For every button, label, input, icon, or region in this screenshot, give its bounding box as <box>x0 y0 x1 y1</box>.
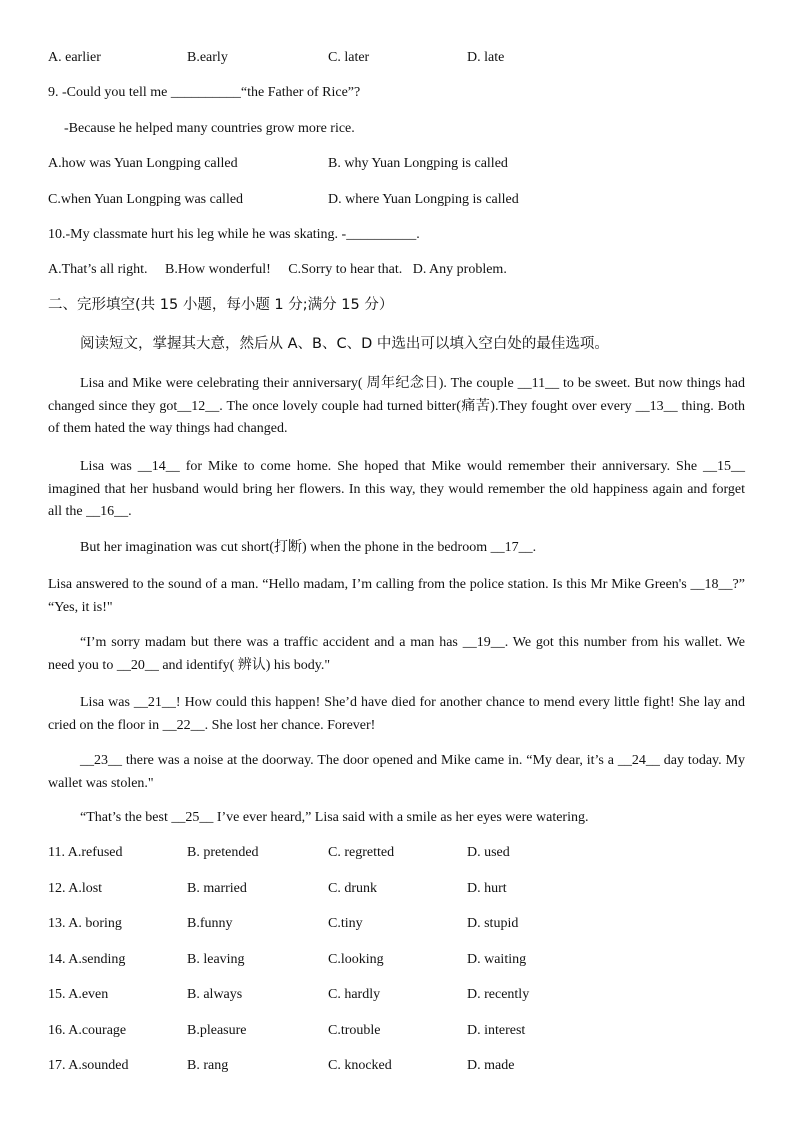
option-c: C. drunk <box>328 881 377 896</box>
section-title: 二、完形填空(共 15 小题，每小题 1 分;满分 15 分） <box>48 297 394 313</box>
option-d: D. stupid <box>467 916 519 931</box>
q8-option-c: C. later <box>328 50 370 65</box>
option-b: B. rang <box>187 1058 229 1073</box>
q9-option-d: D. where Yuan Longping is called <box>328 192 519 207</box>
option-b: B. always <box>187 987 243 1002</box>
passage-paragraph: “That’s the best __25__ I’ve ever heard,” Lisa said with a smile as her eyes were watering. <box>80 810 589 825</box>
option-d: D. made <box>467 1058 515 1073</box>
option-b: B.pleasure <box>187 1023 247 1038</box>
option-c: C.tiny <box>328 916 363 931</box>
option-a: 14. A.sending <box>48 952 126 967</box>
option-b: B. pretended <box>187 845 259 860</box>
q8-option-d: D. late <box>467 50 505 65</box>
q9-options-row2 <box>0 192 794 212</box>
q9-option-c: C.when Yuan Longping was called <box>48 192 244 207</box>
option-a: 12. A.lost <box>48 881 103 896</box>
question-row <box>0 881 794 901</box>
option-d: D. waiting <box>467 952 527 967</box>
option-b: B. married <box>187 881 247 896</box>
q8-option-b: B.early <box>187 50 228 65</box>
q8-options <box>0 50 794 70</box>
option-a: 11. A.refused <box>48 845 123 860</box>
question-row <box>0 845 794 865</box>
passage-paragraph: Lisa and Mike were celebrating their anniversary( 周年纪念日). The couple __11__ to be sweet. But now things had changed since they got__12__. The once lovely couple had turned bitter(痛苦).They fought over every __13__ thing. Both of them hated the way things had changed. <box>48 376 745 436</box>
option-a: 13. A. boring <box>48 916 122 931</box>
option-d: D. hurt <box>467 881 507 896</box>
option-c: C. regretted <box>328 845 395 860</box>
option-d: D. used <box>467 845 510 860</box>
option-d: D. recently <box>467 987 530 1002</box>
question-row <box>0 987 794 1007</box>
question-row <box>0 952 794 972</box>
question-row <box>0 916 794 936</box>
question-row <box>0 1023 794 1043</box>
q9-stem: 9. -Could you tell me __________“the Father of Rice”? <box>48 85 361 100</box>
passage-paragraph: Lisa answered to the sound of a man. “Hello madam, I’m calling from the police station. Is this Mr Mike Green's __18__?” “Yes, it is!" <box>48 577 745 615</box>
passage-paragraph: Lisa was __14__ for Mike to come home. She hoped that Mike would remember their anniversary. She __15__ imagined that her husband would bring her flowers. In this way, they would remember the old happiness again and forget all the __16__. <box>48 459 745 519</box>
option-d: D. interest <box>467 1023 526 1038</box>
passage-paragraph: “I’m sorry madam but there was a traffic accident and a man has __19__. We got this number from his wallet. We need you to __20__ and identify( 辨认) his body." <box>48 635 745 673</box>
q9-option-b: B. why Yuan Longping is called <box>328 156 508 171</box>
option-a: 15. A.even <box>48 987 109 1002</box>
q8-option-a: A. earlier <box>48 50 101 65</box>
option-c: C. hardly <box>328 987 381 1002</box>
q9-reply: -Because he helped many countries grow more rice. <box>64 121 355 136</box>
option-c: C. knocked <box>328 1058 392 1073</box>
option-a: 17. A.sounded <box>48 1058 129 1073</box>
passage-paragraph: Lisa was __21__! How could this happen! She’d have died for another chance to mend every little fight! She lay and cried on the floor in __22__. She lost her chance. Forever! <box>48 695 745 733</box>
q10-options: A.That’s all right. B.How wonderful! C.Sorry to hear that. D. Any problem. <box>48 262 507 277</box>
option-a: 16. A.courage <box>48 1023 127 1038</box>
passage-paragraph: __23__ there was a noise at the doorway. The door opened and Mike came in. “My dear, it’s a __24__ day today. My wallet was stolen." <box>48 753 745 791</box>
question-row <box>0 1058 794 1078</box>
passage-paragraph: But her imagination was cut short(打断) when the phone in the bedroom __17__. <box>80 540 537 555</box>
option-c: C.trouble <box>328 1023 381 1038</box>
option-c: C.looking <box>328 952 384 967</box>
option-b: B. leaving <box>187 952 245 967</box>
q9-options-row1 <box>0 156 794 176</box>
option-b: B.funny <box>187 916 233 931</box>
q9-option-a: A.how was Yuan Longping called <box>48 156 238 171</box>
q10-stem: 10.-My classmate hurt his leg while he was skating. -__________. <box>48 227 420 242</box>
section-instruction: 阅读短文，掌握其大意，然后从 A、B、C、D 中选出可以填入空白处的最佳选项。 <box>80 336 609 352</box>
